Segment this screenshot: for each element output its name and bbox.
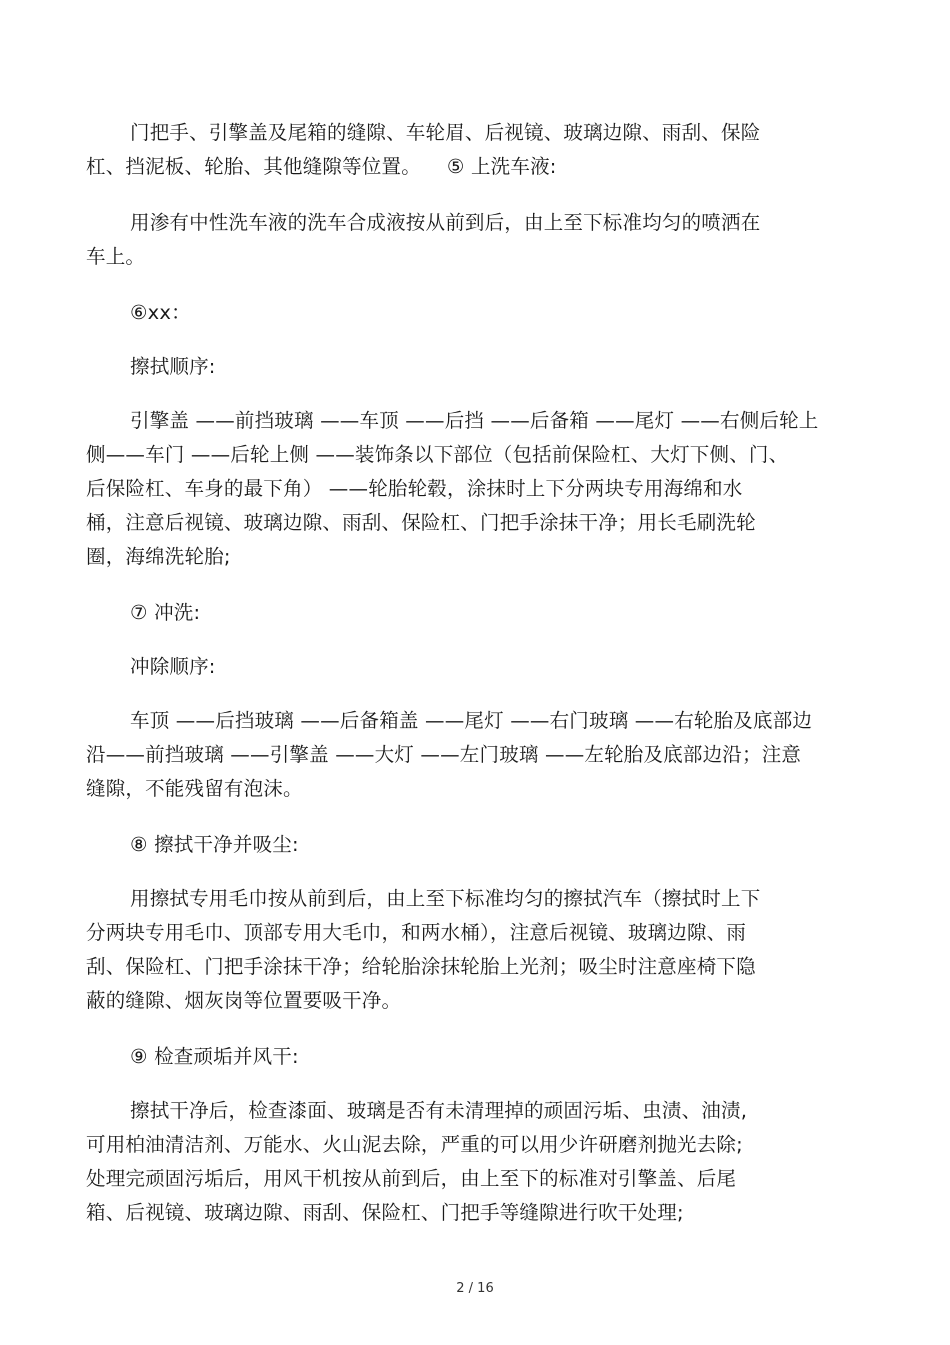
- text-line: 箱、后视镜、玻璃边隙、雨刮、保险杠、门把手等缝隙进行吹干处理;: [86, 1201, 684, 1224]
- document-body: [86, 116, 844, 1230]
- subheading-rinse-order: 冲除顺序:: [130, 655, 216, 678]
- text-line: 擦拭干净后，检查漆面、玻璃是否有未清理掉的顽固污垢、虫渍、油渍,: [130, 1099, 748, 1122]
- paragraph-rinse-order: [86, 704, 844, 806]
- paragraph-dry-and-vacuum: [86, 882, 844, 1018]
- paragraph-wash-liquid: [86, 206, 844, 274]
- section-heading-6: ⑥xx：: [130, 301, 191, 324]
- text-line: 沿——前挡玻璃 ——引擎盖 ——大灯 ——左门玻璃 ——左轮胎及底部边沿；注意: [86, 743, 802, 766]
- subheading-wipe-order: 擦拭顺序:: [130, 355, 216, 378]
- section-heading-8: ⑧ 擦拭干净并吸尘:: [130, 833, 299, 856]
- paragraph-gaps: [86, 116, 844, 184]
- section-heading-7: ⑦ 冲洗:: [130, 601, 201, 624]
- text-line-part: 杠、挡泥板、轮胎、其他缝隙等位置。: [86, 155, 421, 178]
- text-line: 刮、保险杠、门把手涂抹干净；给轮胎涂抹轮胎上光剂；吸尘时注意座椅下隐: [86, 955, 756, 978]
- text-line: 后保险杠、车身的最下角） ——轮胎轮毂，涂抹时上下分两块专用海绵和水: [86, 477, 743, 500]
- text-line: [86, 150, 844, 184]
- text-line: 车上。: [86, 245, 146, 268]
- paragraph-inspect-and-blow-dry: [86, 1094, 844, 1230]
- text-line: 门把手、引擎盖及尾箱的缝隙、车轮眉、后视镜、玻璃边隙、雨刮、保险: [130, 121, 761, 144]
- section-heading-9: ⑨ 检查顽垢并风干:: [130, 1045, 299, 1068]
- text-line: 引擎盖 ——前挡玻璃 ——车顶 ——后挡 ——后备箱 ——尾灯 ——右侧后轮上: [130, 409, 819, 432]
- text-line: 桶，注意后视镜、玻璃边隙、雨刮、保险杠、门把手涂抹干净；用长毛刷洗轮: [86, 511, 756, 534]
- text-line: 可用柏油清洁剂、万能水、火山泥去除，严重的可以用少许研磨剂抛光去除;: [86, 1133, 743, 1156]
- text-line: 圈，海绵洗轮胎;: [86, 545, 231, 568]
- page-number: 2 / 16: [456, 1281, 494, 1296]
- text-line: 用渗有中性洗车液的洗车合成液按从前到后，由上至下标准均匀的喷洒在: [130, 211, 761, 234]
- text-line: 侧——车门 ——后轮上侧 ——装饰条以下部位（包括前保险杠、大灯下侧、门、: [86, 443, 789, 466]
- text-line: 处理完顽固污垢后，用风干机按从前到后，由上至下的标准对引擎盖、后尾: [86, 1167, 737, 1190]
- text-line: 蔽的缝隙、烟灰岗等位置要吸干净。: [86, 989, 402, 1012]
- text-line: 缝隙，不能残留有泡沫。: [86, 777, 303, 800]
- text-line: 分两块专用毛巾、顶部专用大毛巾，和两水桶），注意后视镜、玻璃边隙、雨: [86, 921, 747, 944]
- text-line: 车顶 ——后挡玻璃 ——后备箱盖 ——尾灯 ——右门玻璃 ——右轮胎及底部边: [130, 709, 813, 732]
- text-line: 用擦拭专用毛巾按从前到后，由上至下标准均匀的擦拭汽车（擦拭时上下: [130, 887, 761, 910]
- section-heading-5: ⑤ 上洗车液:: [446, 155, 557, 178]
- paragraph-wipe-order: [86, 404, 844, 574]
